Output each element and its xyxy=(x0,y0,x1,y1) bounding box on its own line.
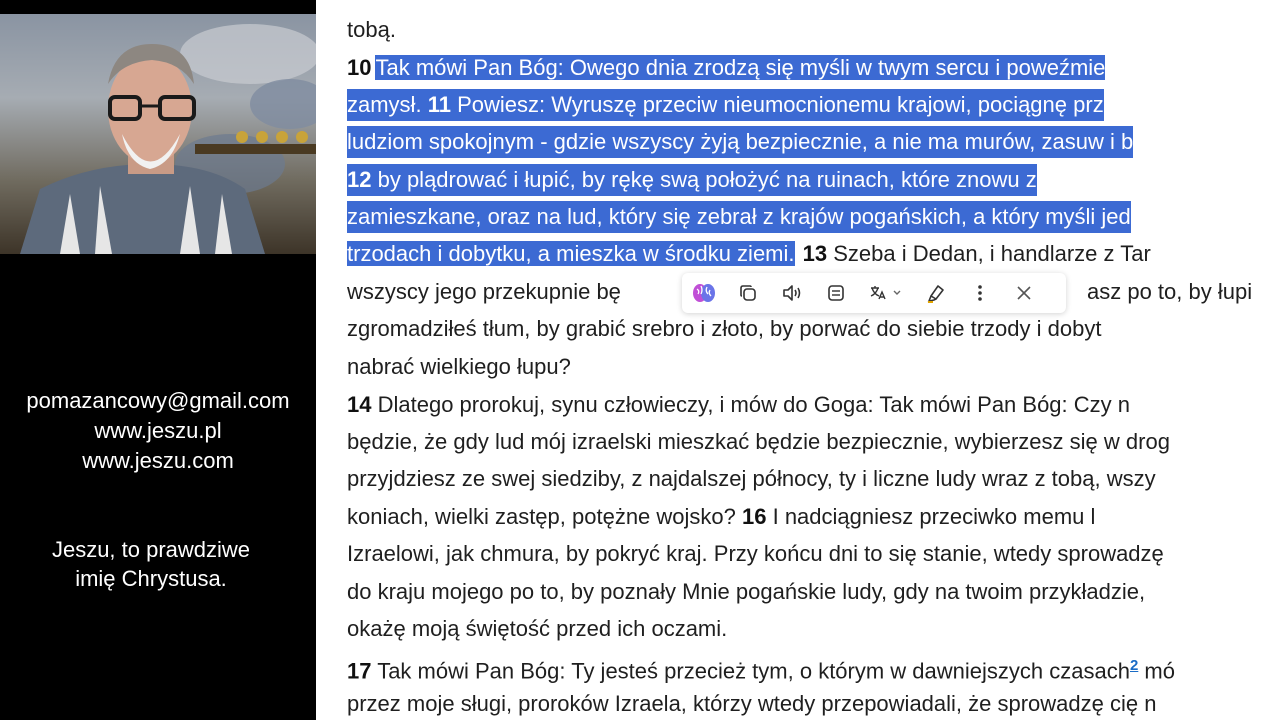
close-icon xyxy=(1015,284,1033,302)
text-line: trzodach i dobytku, a mieszka w środku ziemi. 13 Szeba i Dedan, i handlarze z Tar xyxy=(347,241,1151,266)
text-line: nabrać wielkiego łupu? xyxy=(347,354,571,379)
brain-icon xyxy=(692,282,716,304)
highlight-button[interactable] xyxy=(914,275,958,311)
selection-toolbar xyxy=(682,273,1066,313)
copy-icon xyxy=(738,283,758,303)
verse-number: 13 xyxy=(802,241,828,266)
contact-info xyxy=(0,386,316,476)
text-line: wszyscy jego przekupnie bę xyxy=(347,279,621,304)
text-line: koniach, wielki zastęp, potężne wojsko? 16 I nadciągniesz przeciwko memu l xyxy=(347,504,1096,529)
copy-button[interactable] xyxy=(726,275,770,311)
more-icon xyxy=(977,283,983,303)
note-icon xyxy=(826,283,846,303)
selected-text[interactable]: trzodach i dobytku, a mieszka w środku ziemi. xyxy=(347,241,795,266)
translate-button[interactable] xyxy=(858,275,914,311)
contact-site-com: www.jeszu.com xyxy=(82,448,234,473)
document-view[interactable] xyxy=(316,0,1280,720)
verse-number: 10 xyxy=(347,55,372,80)
text-line: do kraju mojego po to, by poznały Mnie pogańskie ludy, gdy na twoim przykładzie, xyxy=(347,579,1146,604)
text-line: będzie, że gdy lud mój izraelski mieszkać będzie bezpiecznie, wybierzesz się w drog xyxy=(347,429,1170,454)
ai-brain-button[interactable] xyxy=(682,275,726,311)
highlighter-icon xyxy=(925,282,947,304)
read-aloud-button[interactable] xyxy=(770,275,814,311)
close-toolbar-button[interactable] xyxy=(1002,275,1046,311)
contact-email: pomazancowy@gmail.com xyxy=(26,388,290,413)
verse-number: 17 xyxy=(347,658,372,684)
text-line: tobą. xyxy=(347,17,396,42)
verse-number: 12 xyxy=(347,167,372,192)
selected-text-line[interactable]: zamysł. 11 Powiesz: Wyruszę przeciw nieumocnionemu krajowi, pociągnę prz xyxy=(347,89,1104,121)
text-line: przez moje sługi, proroków Izraela, którzy wtedy przepowiadali, że sprowadzę cię n xyxy=(347,691,1157,716)
slogan-line-2: imię Chrystusa. xyxy=(75,566,227,591)
presenter-webcam xyxy=(0,14,322,254)
translate-icon xyxy=(867,283,905,303)
text-line: 17 Tak mówi Pan Bóg: Ty jesteś przecież tym, o którym w dawniejszych czasach$^2$ mó xyxy=(347,657,1175,684)
text-line: przyjdziesz ze swej siedziby, z najdalszej północy, ty i liczne ludy wraz z tobą, wszy xyxy=(347,466,1156,491)
footnote-link[interactable]: 2 xyxy=(1129,657,1139,674)
selected-text-line[interactable]: zamieszkane, oraz na lud, który się zebrał z krajów pogańskich, a który myśli jed xyxy=(347,201,1131,233)
verse-number: 16 xyxy=(742,504,767,529)
webcam-scene xyxy=(0,14,322,254)
slogan-line-1: Jeszu, to prawdziwe xyxy=(51,537,251,562)
contact-site-pl: www.jeszu.pl xyxy=(94,418,222,443)
text-line-tail: asz po to, by łupi xyxy=(1087,279,1253,304)
selected-text-line[interactable]: ludziom spokojnym - gdzie wszyscy żyją bezpiecznie, a nie ma murów, zasuw i b xyxy=(347,126,1133,158)
slogan xyxy=(0,535,302,593)
notes-button[interactable] xyxy=(814,275,858,311)
text-line: Izraelowi, jak chmura, by pokryć kraj. Przy końcu dni to się stanie, wtedy sprowadzę xyxy=(347,541,1164,566)
text-line: zgromadziłeś tłum, by grabić srebro i złoto, by porwać do siebie trzody i dobyt xyxy=(347,316,1102,341)
text-line: 14 Dlatego prorokuj, synu człowieczy, i mów do Goga: Tak mówi Pan Bóg: Czy n xyxy=(347,392,1131,417)
speaker-icon xyxy=(781,283,803,303)
verse-number: 11 xyxy=(427,92,451,117)
text-line: okażę moją świętość przed ich oczami. xyxy=(347,616,728,641)
selected-text-line[interactable]: 12 by plądrować i łupić, by rękę swą położyć na ruinach, które znowu z xyxy=(347,164,1037,196)
verse-number: 14 xyxy=(347,392,372,417)
more-options-button[interactable] xyxy=(958,275,1002,311)
selected-text[interactable]: Tak mówi Pan Bóg: Owego dnia zrodzą się myśli w twym sercu i poweźmie xyxy=(375,55,1106,80)
text-line xyxy=(347,52,1105,84)
left-panel xyxy=(0,0,316,720)
